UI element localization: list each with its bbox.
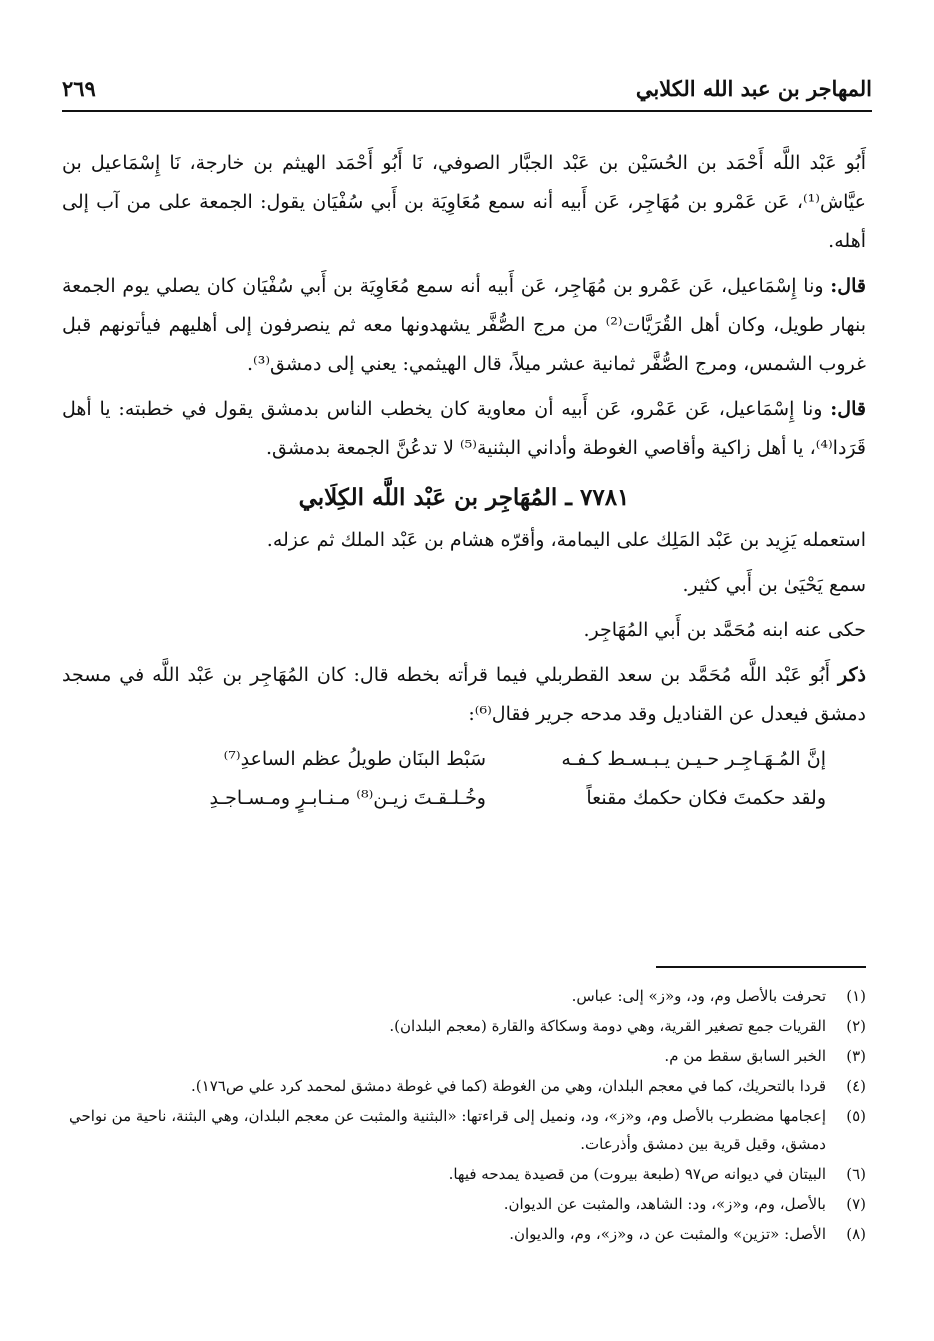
footnote-text: بالأصل، وم، و«ز»، ود: الشاهد، والمثبت عن الديوان. xyxy=(503,1195,826,1213)
paragraph-text: حكى عنه ابنه مُحَمَّد بن أَبي المُهَاجِر. xyxy=(583,619,866,641)
paragraph-text: ونا إِسْمَاعيل، عَن عَمْرو، عَن أَبيه أن معاوية كان يخطب الناس بدمشق يقول في خطبته: يا أهل قَرَدا⁽⁴⁾، يا أهل زاكية وأقاصي الغوطة وأداني البثنية⁽⁵⁾ لا تدعُنَّ الجمعة بدمشق. xyxy=(62,398,866,459)
footnote xyxy=(62,1102,866,1158)
footnote-number: (٧) xyxy=(846,1195,866,1213)
footnote-text: القريات جمع تصغير القرية، وهي دومة وسكاكة والقارة (معجم البلدان). xyxy=(389,1017,826,1035)
paragraph-lead: قال: xyxy=(830,275,866,297)
verse-second-hemistich: سَبْط البنَان طويلُ عظم الساعدِ⁽⁷⁾ xyxy=(223,748,486,770)
footnote-text: الأصل: «تزين» والمثبت عن د، و«ز»، وم، والديوان. xyxy=(509,1225,826,1243)
footnote-number: (٣) xyxy=(846,1047,866,1065)
running-title: المهاجر بن عبد الله الكلابي xyxy=(635,76,872,101)
footnote xyxy=(62,982,866,1010)
footnote-number: (٦) xyxy=(846,1165,866,1183)
paragraph xyxy=(62,521,866,560)
footnote-number: (١) xyxy=(846,987,866,1005)
footnote xyxy=(62,1190,866,1218)
paragraph xyxy=(62,390,866,468)
paragraph-lead: ذكر xyxy=(838,664,866,686)
footnote-text: قردا بالتحريك، كما في معجم البلدان، وهي من الغوطة (كما في غوطة دمشق لمحمد كرد علي ص١٧٦). xyxy=(191,1077,826,1095)
paragraph xyxy=(62,144,866,261)
entry-title: ٧٧٨١ ـ المُهَاجِر بن عَبْد اللَّه الكِلَابي xyxy=(298,484,630,511)
footnote-number: (٨) xyxy=(846,1225,866,1243)
paragraph-lead: قال: xyxy=(830,398,866,420)
footnote-number: (٢) xyxy=(846,1017,866,1035)
verse-second-hemistich: وخُـلـقـتَ زيـن⁽⁸⁾ مـنـابـرٍ ومـسـاجـدِ xyxy=(209,787,486,809)
footnote-divider xyxy=(656,966,866,968)
verse-line xyxy=(62,740,866,779)
verse-first-hemistich: ولقد حكمتَ فكان حكمك مقنعاً xyxy=(586,787,826,809)
verse-line xyxy=(62,779,866,818)
verse-first-hemistich: إنَّ المُـهَـاجِـر حـيـن يـبـسـط كـفـه xyxy=(561,748,826,770)
page-number: ٢٦٩ xyxy=(62,76,96,101)
paragraph-text: استعمله يَزِيد بن عَبْد المَلِك على اليمامة، وأقرّه هشام بن عَبْد الملك ثم عزله. xyxy=(266,529,866,551)
paragraph-text: سمع يَحْيَىٰ بن أَبي كثير. xyxy=(682,574,866,596)
footnote xyxy=(62,1042,866,1070)
paragraph-text: ونا إِسْمَاعيل، عَن عَمْرو بن مُهَاجِر، عَن أَبيه أنه سمع مُعَاوِيَة بن أَبي سُفْيَان كان يصلي يوم الجمعة بنهار طويل، وكان أهل القُرَيَّات⁽²⁾ من مرج الصُّفَّر يشهدونها معه ثم ينصرفون إلى أهليهم فيأتونهم قبل غروب الشمس، ومرج الصُّفَّر ثمانية عشر ميلاً، قال الهيثمي: يعني إلى دمشق⁽³⁾. xyxy=(62,275,866,375)
main-text xyxy=(62,144,866,818)
footnote xyxy=(62,1160,866,1188)
paragraph xyxy=(62,656,866,734)
paragraph-text: أَبُو عَبْد اللَّه مُحَمَّد بن سعد القطربلي فيما قرأته بخطه قال: كان المُهَاجِر بن عَبْد اللَّه في مسجد دمشق فيعدل عن القناديل وقد مدحه جرير فقال⁽⁶⁾: xyxy=(62,664,866,725)
page-header xyxy=(62,74,872,112)
paragraph xyxy=(62,611,866,650)
footnote-number: (٥) xyxy=(846,1107,866,1125)
footnote xyxy=(62,1220,866,1248)
paragraph-text: أَبُو عَبْد اللَّه أَحْمَد بن الحُسَيْن بن عَبْد الجبَّار الصوفي، نَا أَبُو أَحْمَد الهيثم بن خارجة، نَا إِسْمَاعيل بن عيَّاش⁽¹⁾، عَن عَمْرو بن مُهَاجِر، عَن أَبيه أنه سمع مُعَاوِيَة بن أَبي سُفْيَان يقول: الجمعة على من آب إلى أهله. xyxy=(62,152,866,252)
paragraph xyxy=(62,267,866,384)
footnote xyxy=(62,1012,866,1040)
footnote-number: (٤) xyxy=(846,1077,866,1095)
footnote-text: إعجامها مضطرب بالأصل وم، و«ز»، ود، ونميل إلى قراءتها: «البثنية والمثبت عن معجم البلدان، وهي البثنة، ناحية من نواحي دمشق، وقيل قرية بين دمشق وأذرعات. xyxy=(69,1107,826,1153)
footnote-text: البيتان في ديوانه ص٩٧ (طبعة بيروت) من قصيدة يمدحه فيها. xyxy=(448,1165,826,1183)
footnote-text: تحرفت بالأصل وم، ود، و«ز» إلى: عباس. xyxy=(571,987,826,1005)
footnotes xyxy=(62,982,866,1250)
paragraph xyxy=(62,566,866,605)
footnote-text: الخبر السابق سقط من م. xyxy=(664,1047,826,1065)
footnote xyxy=(62,1072,866,1100)
